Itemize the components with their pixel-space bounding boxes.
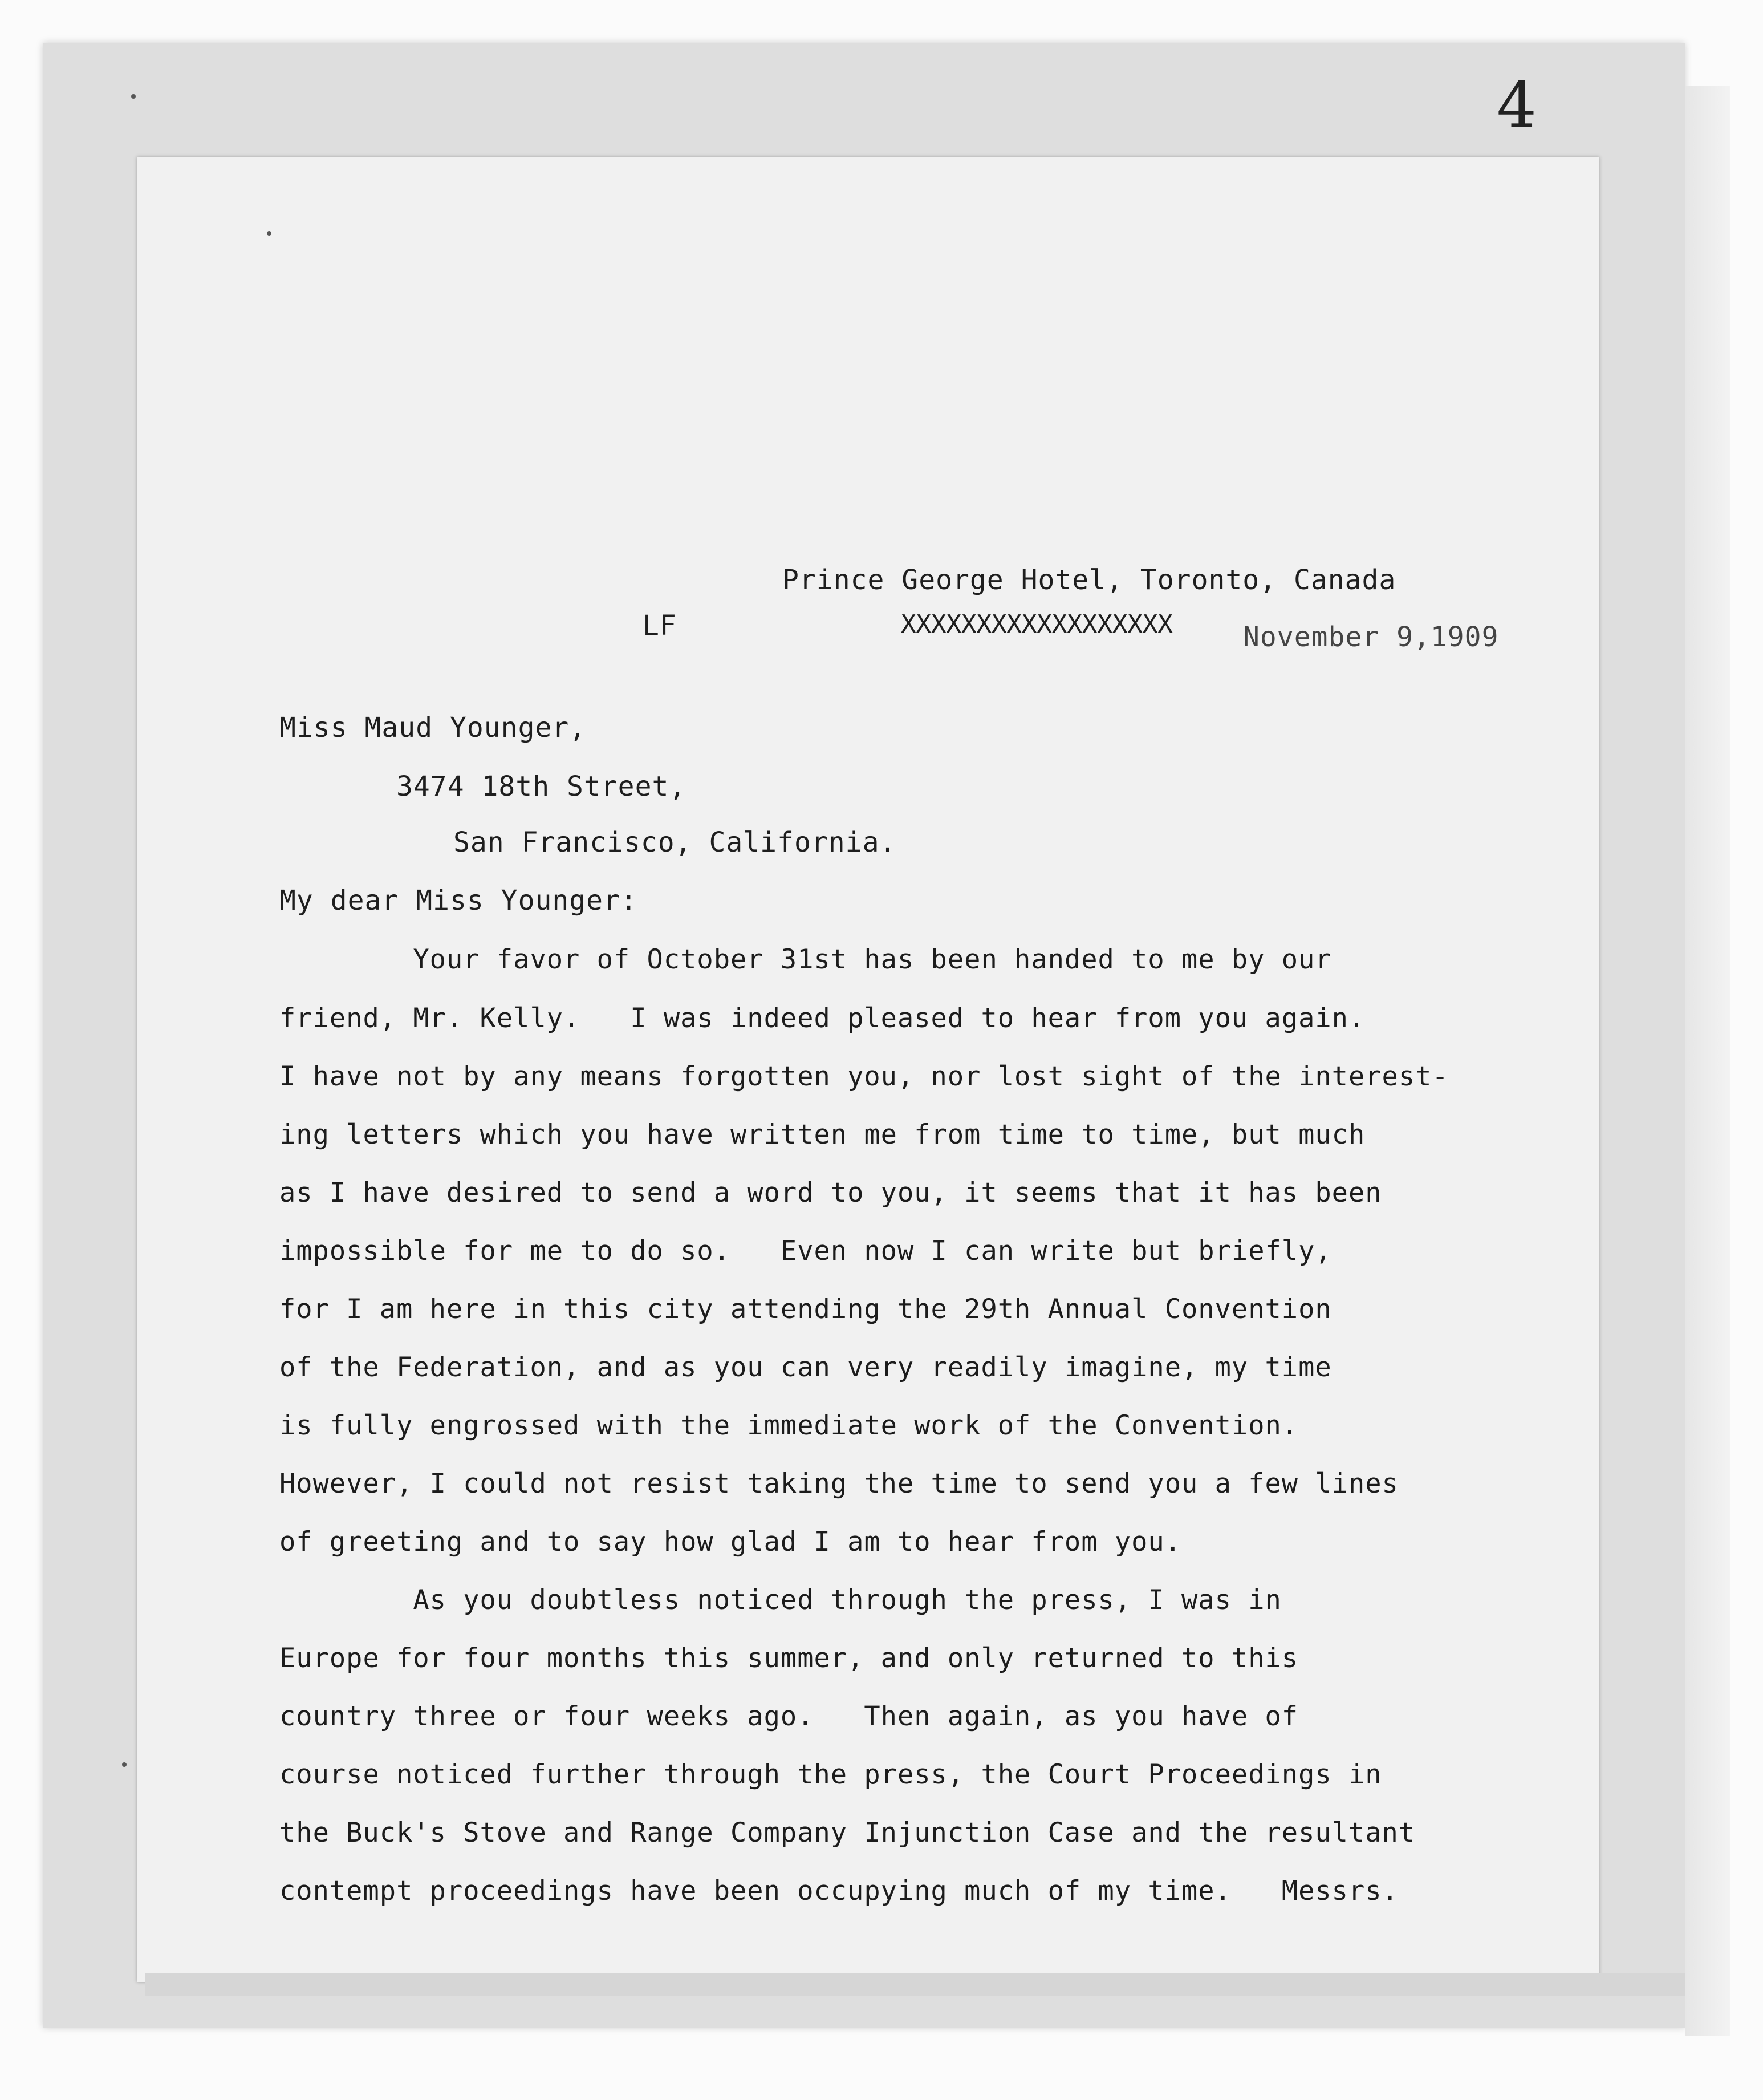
recipient-city: San Francisco, California.	[453, 826, 897, 858]
struck-out-text: XXXXXXXXXXXXXXXXXX	[901, 610, 1173, 639]
body-line: friend, Mr. Kelly. I was indeed pleased to hear from you again.	[279, 1003, 1366, 1034]
backing-sheet-edge	[1685, 86, 1730, 2036]
page-number: 4	[1497, 68, 1537, 141]
typist-initials: LF	[643, 610, 677, 642]
sheet-bottom-edge	[145, 1973, 1685, 1996]
body-line: As you doubtless noticed through the press, I was in	[279, 1584, 1282, 1616]
body-line: ing letters which you have written me from time to time, but much	[279, 1119, 1366, 1150]
body-line: I have not by any means forgotten you, nor lost sight of the interest-	[279, 1061, 1449, 1092]
scan-speck	[267, 231, 271, 236]
scan-speck	[131, 94, 136, 99]
body-line: Your favor of October 31st has been handed to me by our	[279, 944, 1332, 975]
letter-date: November 9,1909	[1243, 621, 1499, 653]
body-line: However, I could not resist taking the time to send you a few lines	[279, 1468, 1399, 1499]
recipient-street: 3474 18th Street,	[396, 771, 686, 802]
body-line: country three or four weeks ago. Then again, as you have of	[279, 1701, 1299, 1732]
salutation: My dear Miss Younger:	[279, 885, 637, 917]
body-line: for I am here in this city attending the 29th Annual Convention	[279, 1294, 1332, 1325]
body-line: impossible for me to do so. Even now I can write but briefly,	[279, 1235, 1332, 1267]
hotel-address: Prince George Hotel, Toronto, Canada	[782, 564, 1396, 596]
body-line: of the Federation, and as you can very readily imagine, my time	[279, 1352, 1332, 1383]
body-line: contempt proceedings have been occupying much of my time. Messrs.	[279, 1875, 1399, 1907]
scan-speck	[122, 1762, 127, 1767]
body-line: as I have desired to send a word to you, it seems that it has been	[279, 1177, 1382, 1209]
body-line: course noticed further through the press, the Court Proceedings in	[279, 1759, 1382, 1790]
body-line: is fully engrossed with the immediate work of the Convention.	[279, 1410, 1299, 1441]
body-line: of greeting and to say how glad I am to hear from you.	[279, 1526, 1182, 1558]
recipient-name: Miss Maud Younger,	[279, 712, 587, 744]
body-line: Europe for four months this summer, and only returned to this	[279, 1643, 1299, 1674]
body-line: the Buck's Stove and Range Company Injunction Case and the resultant	[279, 1817, 1416, 1848]
